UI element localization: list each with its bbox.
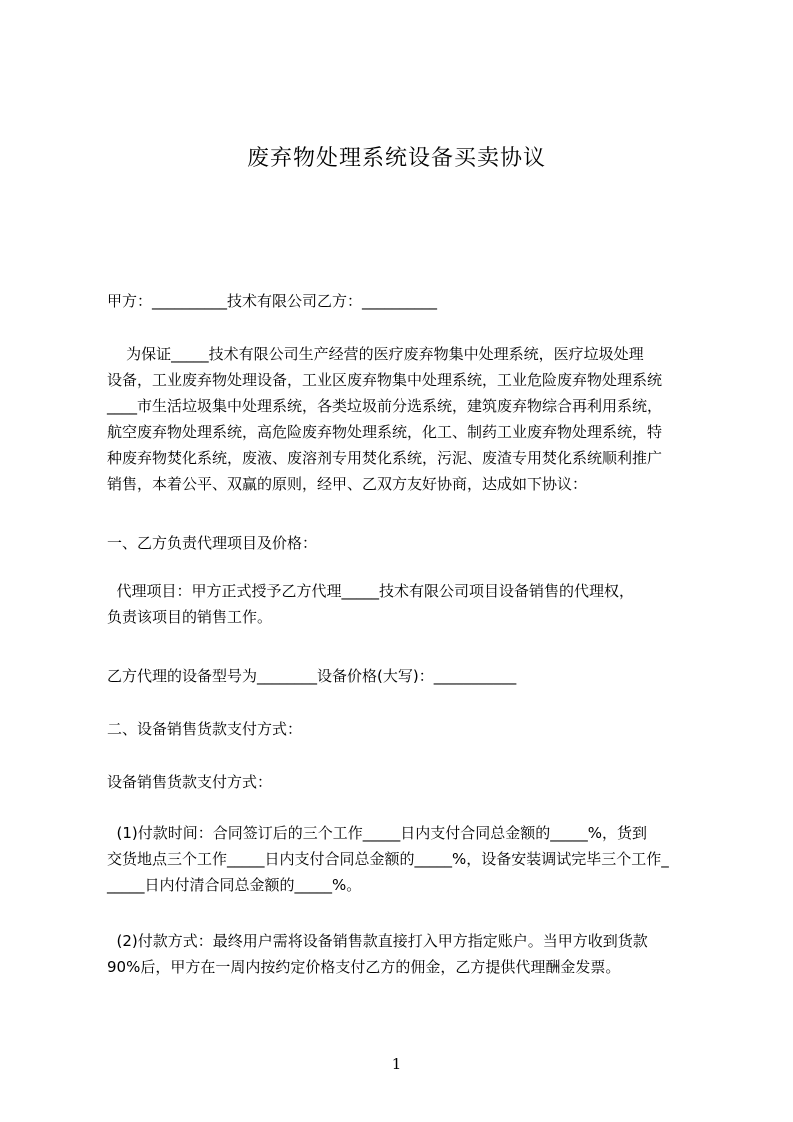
model-price-line: 乙方代理的设备型号为________设备价格(大写)：___________ bbox=[107, 667, 517, 685]
intro-line: ____市生活垃圾集中处理系统，各类垃圾前分选系统，建筑废弃物综合再利用系统， bbox=[107, 397, 663, 415]
agency-paragraph bbox=[107, 578, 707, 630]
section1-heading: 一、乙方负责代理项目及价格： bbox=[107, 534, 318, 552]
page-number: 1 bbox=[391, 1055, 402, 1073]
payment-time-paragraph bbox=[107, 820, 707, 898]
payment-time-line: 交货地点三个工作_____日内支付合同总金额的_____%，设备安装调试完毕三个工作_ bbox=[107, 850, 669, 868]
document-title: 废弃物处理系统设备买卖协议 bbox=[246, 146, 546, 171]
intro-paragraph bbox=[107, 341, 707, 497]
parties-line: 甲方：__________技术有限公司乙方：__________ bbox=[107, 292, 438, 310]
payment-method-line: 90%后，甲方在一周内按约定价格支付乙方的佣金，乙方提供代理酬金发票。 bbox=[107, 958, 621, 976]
payment-time-line: _____日内付清合同总金额的_____%。 bbox=[107, 876, 362, 894]
intro-line: 为保证_____技术有限公司生产经营的医疗废弃物集中处理系统，医疗垃圾处理 bbox=[107, 345, 644, 363]
intro-line: 设备，工业废弃物处理设备，工业区废弃物集中处理系统，工业危险废弃物处理系统 bbox=[107, 371, 663, 389]
payment-label: 设备销售货款支付方式： bbox=[107, 773, 273, 791]
payment-time-line: (1)付款时间：合同签订后的三个工作_____日内支付合同总金额的_____%，货到 bbox=[107, 824, 648, 842]
agency-line: 负责该项目的销售工作。 bbox=[107, 608, 273, 626]
payment-method-line: (2)付款方式：最终用户需将设备销售款直接打入甲方指定账户。当甲方收到货款 bbox=[107, 932, 648, 950]
intro-line: 种废弃物焚化系统，废液、废溶剂专用焚化系统，污泥、废渣专用焚化系统顺利推广 bbox=[107, 449, 663, 467]
intro-line: 航空废弃物处理系统，高危险废弃物处理系统，化工、制药工业废弃物处理系统，特 bbox=[107, 423, 663, 441]
agency-line: 代理项目：甲方正式授予乙方代理_____技术有限公司项目设备销售的代理权， bbox=[107, 582, 635, 600]
intro-line: 销售，本着公平、双赢的原则，经甲、乙双方友好协商，达成如下协议： bbox=[107, 475, 588, 493]
payment-method-paragraph bbox=[107, 928, 707, 980]
section2-heading: 二、设备销售货款支付方式： bbox=[107, 720, 303, 738]
